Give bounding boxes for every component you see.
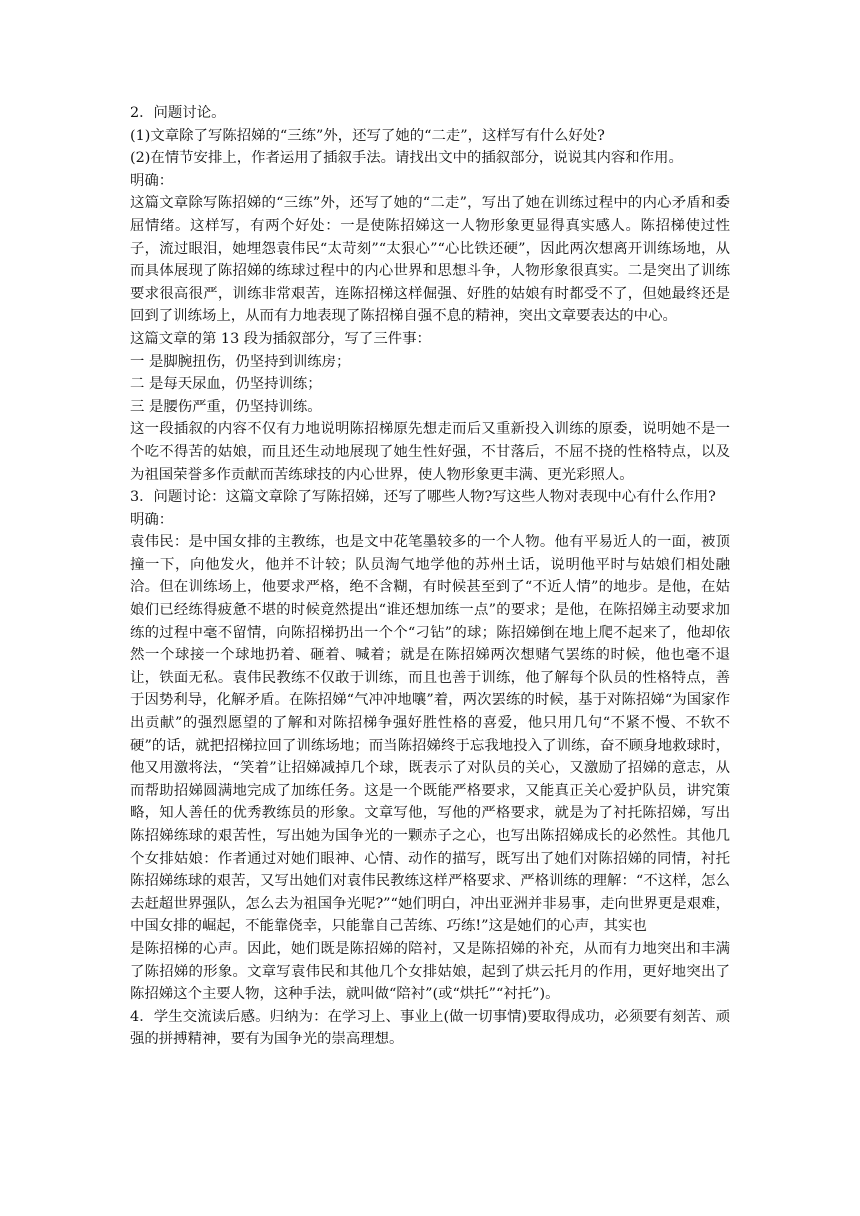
document-body <box>130 102 730 1051</box>
heading-discussion-2: 2．问题讨论。 <box>130 105 226 121</box>
list-item: 一 是脚腕扭伤，仍坚持到训练房； <box>130 353 351 370</box>
heading-reflection-4: 4．学生交流读后感。归纳为：在学习上、事业上(做一切事情)要取得成功，必须要有刻苦、顽强的拼搏精神，要有为国争光的崇高理想。 <box>130 1008 730 1048</box>
list-item: 三 是腰伤严重，仍坚持训练。 <box>130 398 322 415</box>
flashback-intro: 这篇文章的第 13 段为插叙部分，写了三件事： <box>130 330 431 347</box>
question-1: (1)文章除了写陈招娣的“三练”外，还写了她的“二走”，这样写有什么好处? <box>130 127 605 144</box>
answer-label: 明确： <box>130 511 174 528</box>
answer-label: 明确： <box>130 172 174 189</box>
flashback-explanation: 这一段插叙的内容不仅有力地说明陈招梯原先想走而后又重新投入训练的原委，说明她不是一个吃不得苦的姑娘，而且还生动地展现了她生性好强，不甘落后，不屈不挠的性格特点，以及为祖国荣誉多作贡献而苦练球技的内心世界，使人物形象更丰满、更光彩照人。 <box>130 421 730 483</box>
character-analysis-continued: 是陈招梯的心声。因此，她们既是陈招娣的陪衬，又是陈招娣的补充，从而有力地突出和丰满了陈招娣的形象。文章写袁伟民和其他几个女排姑娘，起到了烘云托月的作用，更好地突出了陈招娣这个主要人物，这种手法，就叫做“陪衬”(或“烘托”“衬托”)。 <box>130 940 730 1003</box>
character-analysis-paragraph: 袁伟民：是中国女排的主教练，也是文中花笔墨较多的一个人物。他有平易近人的一面，被顶撞一下，向他发火，他并不计较；队员淘气地学他的苏州土话，说明他平时与姑娘们相处融洽。但在训练场上，他要求严格，绝不含糊，有时候甚至到了“不近人情”的地步。是他，在姑娘们已经练得疲惫不堪的时候竟然提出“谁还想加练一点”的要求；是他，在陈招娣主动要求加练的过程中毫不留情，向陈招梯扔出一个个“刁钻”的球；陈招娣倒在地上爬不起来了，他却依然一个球接一个球地扔着、砸着、喊着；就是在陈招娣两次想赌气罢练的时候，他也毫不退让，铁面无私。袁伟民教练不仅敢于训练，而且也善于训练，他了解每个队员的性格特点，善于因势利导，化解矛盾。在陈招娣“气冲冲地嚷”着，两次罢练的时候，基于对陈招娣“为国家作出贡献”的强烈愿望的了解和对陈招梯争强好胜性格的喜爱，他只用几句“不紧不慢、不软不硬”的话，就把招梯拉回了训练场地；而当陈招娣终于忘我地投入了训练，奋不顾身地救球时，他又用激将法，“笑着”让招娣减掉几个球，既表示了对队员的关心，又激励了招娣的意志，从而帮助招娣圆满地完成了加练任务。这是一个既能严格要求，又能真正关心爱护队员，讲究策略，知人善任的优秀教练员的形象。文章写他，写他的严格要求，就是为了衬托陈招娣，写出陈招娣练球的艰苦性，写出她为国争光的一颗赤子之心，也写出陈招娣成长的必然性。其他几个女排姑娘：作者通过对她们眼神、心情、动作的描写，既写出了她们对陈招娣的同情，衬托陈招娣练球的艰苦，又写出她们对袁伟民教练这样严格要求、严格训练的理解：“不这样，怎么去赶超世界强队，怎么去为祖国争光呢?”“她们明白，冲出亚洲并非易事，走向世界更是艰难，中国女排的崛起，不能靠侥幸，只能靠自己苦练、巧练!”这是她们的心声，其实也 <box>130 534 730 935</box>
answer-paragraph: 这篇文章除写陈招娣的“三练”外，还写了她的“二走”，写出了她在训练过程中的内心矛盾和委屈情绪。这样写，有两个好处：一是使陈招娣这一人物形象更显得真实感人。陈招梯使过性子，流过眼泪，她埋怨袁伟民“太苛刻”“太狠心”“心比铁还硬”，因此两次想离开训练场地，从而具体展现了陈招娣的练球过程中的内心世界和思想斗争，人物形象很真实。二是突出了训练要求很高很严，训练非常艰苦，连陈招梯这样倔强、好胜的姑娘有时都受不了，但她最终还是回到了训练场上，从而有力地表现了陈招梯自强不息的精神，突出文章要表达的中心。 <box>130 195 730 325</box>
list-item: 二 是每天尿血，仍坚持训练； <box>130 376 322 393</box>
heading-discussion-3: 3．问题讨论：这篇文章除了写陈招娣，还写了哪些人物?写这些人物对表现中心有什么作用? <box>130 489 716 506</box>
question-2: (2)在情节安排上，作者运用了插叙手法。请找出文中的插叙部分，说说其内容和作用。 <box>130 150 683 167</box>
